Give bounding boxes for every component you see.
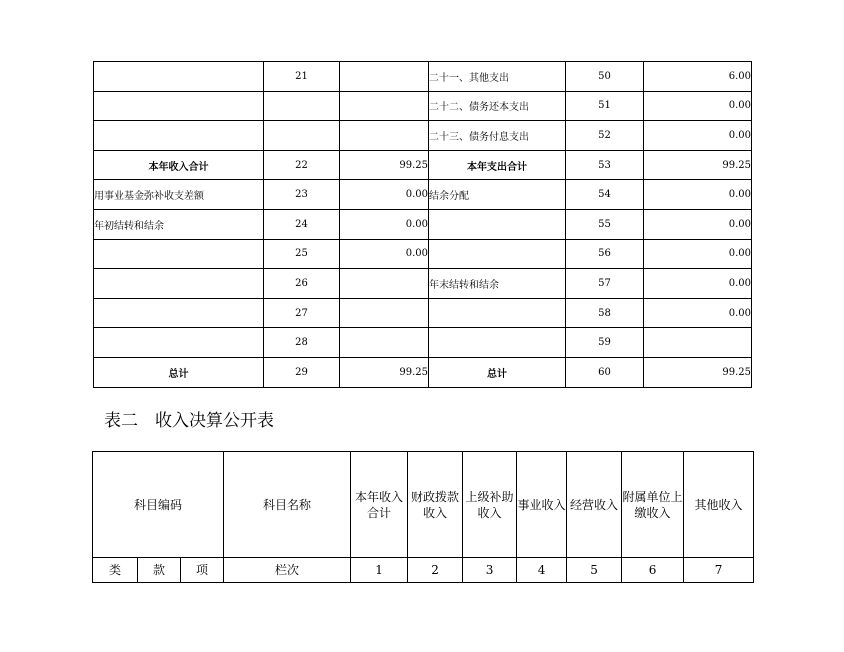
right-amount-cell: 99.25 [644,150,752,180]
right-amount-cell: 0.00 [644,269,752,299]
table1-row [94,209,752,239]
right-amount-cell: 6.00 [644,62,752,92]
right-label-cell: 二十一、其他支出 [429,62,566,92]
table1-row [94,269,752,299]
right-line-no-cell: 53 [566,150,644,180]
col-number: 4 [517,558,567,583]
table1-row [94,91,752,121]
right-line-no-cell: 59 [566,328,644,358]
right-line-no-cell: 56 [566,239,644,269]
left-label-cell [94,62,264,92]
left-label-cell: 用事业基金弥补收支差额 [94,180,264,210]
income-expense-summary-table [93,61,752,388]
left-label-cell [94,239,264,269]
right-label-cell [429,298,566,328]
right-line-no-cell: 51 [566,91,644,121]
left-label-cell [94,298,264,328]
right-label-cell: 总计 [429,357,566,387]
left-line-no-cell: 26 [264,269,340,299]
left-amount-cell [340,269,429,299]
left-line-no-cell: 24 [264,209,340,239]
subheader-xiang: 项 [181,558,224,583]
right-amount-cell: 99.25 [644,357,752,387]
subheader-lanci: 栏次 [224,558,351,583]
income-final-accounts-table [92,451,754,583]
left-label-cell: 年初结转和结余 [94,209,264,239]
col-number: 6 [622,558,684,583]
header-fiscal: 财政拨款收入 [408,452,463,558]
table1-row [94,180,752,210]
left-label-cell [94,121,264,151]
left-line-no-cell: 22 [264,150,340,180]
right-amount-cell: 0.00 [644,121,752,151]
table2-header-row [93,452,754,558]
table1-row [94,298,752,328]
header-other: 其他收入 [684,452,754,558]
left-line-no-cell: 21 [264,62,340,92]
left-amount-cell [340,121,429,151]
left-line-no-cell: 25 [264,239,340,269]
table2-column-number-row [93,558,754,583]
left-label-cell [94,91,264,121]
right-label-cell: 二十三、债务付息支出 [429,121,566,151]
header-business: 事业收入 [517,452,567,558]
col-number: 1 [351,558,408,583]
right-line-no-cell: 60 [566,357,644,387]
table1-row [94,62,752,92]
left-line-no-cell: 23 [264,180,340,210]
table1-row [94,357,752,387]
right-label-cell [429,209,566,239]
header-operating: 经营收入 [567,452,622,558]
right-amount-cell: 0.00 [644,298,752,328]
header-code: 科目编码 [93,452,224,558]
left-line-no-cell: 27 [264,298,340,328]
left-label-cell: 本年收入合计 [94,150,264,180]
left-amount-cell: 99.25 [340,150,429,180]
right-line-no-cell: 55 [566,209,644,239]
header-name: 科目名称 [224,452,351,558]
right-amount-cell: 0.00 [644,91,752,121]
right-line-no-cell: 57 [566,269,644,299]
left-amount-cell [340,328,429,358]
header-affiliated: 附属单位上缴收入 [622,452,684,558]
right-label-cell [429,328,566,358]
table1-row [94,150,752,180]
right-line-no-cell: 50 [566,62,644,92]
left-line-no-cell [264,91,340,121]
left-amount-cell: 0.00 [340,180,429,210]
left-label-cell [94,269,264,299]
right-amount-cell: 0.00 [644,209,752,239]
right-amount-cell: 0.00 [644,239,752,269]
left-amount-cell: 99.25 [340,357,429,387]
left-line-no-cell [264,121,340,151]
col-number: 5 [567,558,622,583]
table1-row [94,328,752,358]
left-amount-cell [340,298,429,328]
right-line-no-cell: 58 [566,298,644,328]
left-label-cell: 总计 [94,357,264,387]
subheader-kuan: 款 [138,558,181,583]
table2-title: 表二 收入决算公开表 [104,411,274,431]
right-amount-cell: 0.00 [644,180,752,210]
right-label-cell [429,239,566,269]
table1-row [94,239,752,269]
right-line-no-cell: 54 [566,180,644,210]
right-label-cell: 结余分配 [429,180,566,210]
left-line-no-cell: 29 [264,357,340,387]
right-label-cell: 年末结转和结余 [429,269,566,299]
left-label-cell [94,328,264,358]
right-amount-cell [644,328,752,358]
col-number: 2 [408,558,463,583]
header-total: 本年收入合计 [351,452,408,558]
col-number: 3 [463,558,517,583]
header-superior: 上级补助收入 [463,452,517,558]
col-number: 7 [684,558,754,583]
subheader-lei: 类 [93,558,138,583]
left-amount-cell: 0.00 [340,209,429,239]
table1-row [94,121,752,151]
left-amount-cell [340,91,429,121]
right-label-cell: 二十二、债务还本支出 [429,91,566,121]
left-amount-cell [340,62,429,92]
right-line-no-cell: 52 [566,121,644,151]
right-label-cell: 本年支出合计 [429,150,566,180]
left-line-no-cell: 28 [264,328,340,358]
left-amount-cell: 0.00 [340,239,429,269]
